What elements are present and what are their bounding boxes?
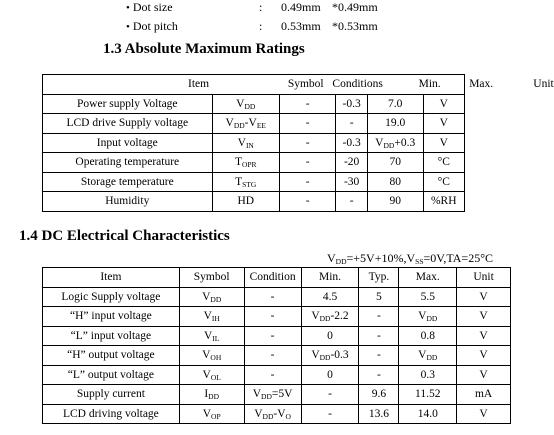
spec-line-dot-pitch (126, 19, 178, 34)
header-conditions-cell: Conditions (279, 75, 335, 95)
row-max: 14.0 (399, 404, 457, 424)
row-typ: - (359, 365, 399, 385)
header-symbol-cell: Symbol (212, 75, 279, 95)
row-condition: - (244, 365, 301, 385)
row-min: - (301, 404, 359, 424)
row-condition: - (279, 114, 335, 134)
row-symbol: $V_{OL}$ (179, 365, 244, 385)
header-symbol-cell: Symbol (179, 268, 244, 288)
absolute-max-ratings-table (42, 74, 554, 212)
conditions-note: $V_{DD}=+5V+10\%,V_{SS}=0V,TA=25^\circ C$ (327, 251, 493, 266)
row-item: “L” input voltage (43, 326, 180, 346)
row-item: Humidity (43, 192, 213, 212)
row-symbol: $V_{DD}$ (179, 287, 244, 307)
table-row (43, 172, 465, 192)
row-min: $V_{DD}-0.3$ (301, 346, 359, 366)
row-min: $V_{DD}-2.2$ (301, 307, 359, 327)
row-max: $V_{DD}+0.3$ (367, 133, 423, 153)
table-row (43, 287, 511, 307)
row-symbol: $V_{OP}$ (179, 404, 244, 424)
spec-sep: : (259, 19, 263, 33)
row-unit: V (457, 346, 511, 366)
row-typ: - (359, 346, 399, 366)
row-condition: - (244, 346, 301, 366)
row-item: “H” output voltage (43, 346, 180, 366)
bullet-icon: • (126, 21, 130, 33)
header-max-cell: Max. (399, 268, 457, 288)
row-unit: V (457, 404, 511, 424)
row-item: Operating temperature (43, 153, 213, 173)
row-unit: V (423, 133, 464, 153)
row-condition: - (244, 307, 301, 327)
row-max: $V_{DD}$ (399, 346, 457, 366)
row-unit: mA (457, 385, 511, 405)
row-min: 0 (301, 326, 359, 346)
row-symbol: $V_{DD}-V_{EE}$ (212, 114, 279, 134)
row-unit: °C (423, 153, 464, 173)
row-min: -0.3 (336, 94, 367, 114)
row-min: -30 (336, 172, 367, 192)
header-unit-cell: Unit (457, 268, 511, 288)
row-symbol: $V_{OH}$ (179, 346, 244, 366)
header-item-cell: Item (43, 75, 213, 95)
table-row (43, 133, 465, 153)
row-max: 0.8 (399, 326, 457, 346)
table-row (43, 346, 511, 366)
table-row (43, 307, 511, 327)
row-item: “H” input voltage (43, 307, 180, 327)
row-unit: °C (423, 172, 464, 192)
row-min: -0.3 (336, 133, 367, 153)
row-typ: 13.6 (359, 404, 399, 424)
row-item: Storage temperature (43, 172, 213, 192)
header-min-cell: Min. (336, 75, 367, 95)
row-unit: V (457, 365, 511, 385)
table-row (43, 114, 465, 134)
row-max: 0.3 (399, 365, 457, 385)
header-condition-cell: Condition (244, 268, 301, 288)
row-min: -20 (336, 153, 367, 173)
row-symbol: HD (212, 192, 279, 212)
section-heading-dc-characteristics: 1.4 DC Electrical Characteristics (19, 228, 230, 244)
row-typ: 5 (359, 287, 399, 307)
row-unit: V (423, 94, 464, 114)
table-row (43, 192, 465, 212)
bullet-icon: • (126, 2, 130, 14)
header-typ-cell: Typ. (359, 268, 399, 288)
row-condition: - (279, 133, 335, 153)
row-min: - (336, 114, 367, 134)
spec-label: Dot pitch (132, 19, 178, 33)
table-row (43, 404, 511, 424)
row-item: LCD driving voltage (43, 404, 180, 424)
row-max: 7.0 (367, 94, 423, 114)
row-typ: - (359, 326, 399, 346)
row-condition: - (279, 94, 335, 114)
row-max: $V_{DD}$ (399, 307, 457, 327)
spec-value: 0.49mm (281, 0, 321, 14)
row-condition: $V_{DD}=5V$ (244, 385, 301, 405)
row-max: 19.0 (367, 114, 423, 134)
row-unit: %RH (423, 192, 464, 212)
row-symbol: $V_{IH}$ (179, 307, 244, 327)
row-max: 5.5 (399, 287, 457, 307)
row-item: “L” output voltage (43, 365, 180, 385)
row-max: 11.52 (399, 385, 457, 405)
row-typ: 9.6 (359, 385, 399, 405)
row-unit: V (457, 326, 511, 346)
header-unit-cell: Unit (423, 75, 464, 95)
table-row (43, 94, 465, 114)
row-unit: V (457, 307, 511, 327)
row-unit: V (457, 287, 511, 307)
row-max: 70 (367, 153, 423, 173)
row-condition: - (279, 192, 335, 212)
row-min: - (336, 192, 367, 212)
header-max-cell: Max. (367, 75, 423, 95)
table-row (43, 326, 511, 346)
row-min: 0 (301, 365, 359, 385)
spec-value: 0.53mm (281, 19, 321, 33)
row-min: - (301, 385, 359, 405)
row-min: 4.5 (301, 287, 359, 307)
dc-characteristics-table (42, 267, 511, 424)
row-item: Power supply Voltage (43, 94, 213, 114)
header-item-cell: Item (43, 268, 180, 288)
row-max: 80 (367, 172, 423, 192)
table-row (43, 385, 511, 405)
table-row (43, 153, 465, 173)
spec-value-2: *0.49mm (332, 0, 378, 14)
spec-line-dot-size (126, 0, 173, 15)
spec-value-2: *0.53mm (332, 19, 378, 33)
table-row (43, 365, 511, 385)
row-item: Logic Supply voltage (43, 287, 180, 307)
header-min-cell: Min. (301, 268, 359, 288)
row-symbol: $V_{IN}$ (212, 133, 279, 153)
row-item: Input voltage (43, 133, 213, 153)
row-item: LCD drive Supply voltage (43, 114, 213, 134)
row-condition: - (279, 172, 335, 192)
row-item: Supply current (43, 385, 180, 405)
row-condition: - (279, 153, 335, 173)
row-symbol: $T_{STG}$ (212, 172, 279, 192)
spec-sep: : (259, 0, 263, 14)
table-header-row (43, 75, 465, 95)
row-max: 90 (367, 192, 423, 212)
row-symbol: $V_{DD}$ (212, 94, 279, 114)
row-condition: - (244, 287, 301, 307)
row-unit: V (423, 114, 464, 134)
section-heading-absolute-max: 1.3 Absolute Maximum Ratings (103, 41, 305, 57)
row-typ: - (359, 307, 399, 327)
row-symbol: $I_{DD}$ (179, 385, 244, 405)
table-header-row (43, 268, 511, 288)
row-condition: $V_{DD}-V_O$ (244, 404, 301, 424)
spec-label: Dot size (132, 0, 173, 14)
row-condition: - (244, 326, 301, 346)
row-symbol: $V_{IL}$ (179, 326, 244, 346)
row-symbol: $T_{OPR}$ (212, 153, 279, 173)
